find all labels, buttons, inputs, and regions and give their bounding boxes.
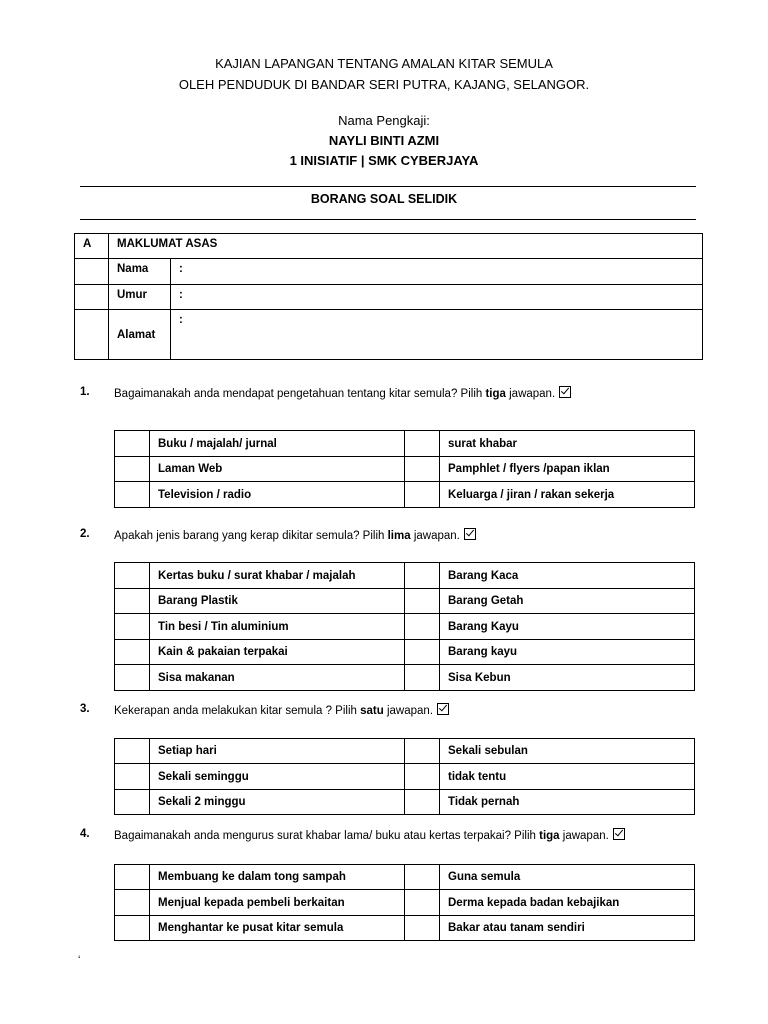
option-label: Guna semula <box>440 865 695 890</box>
question-3-number: 3. <box>80 703 90 715</box>
question-2-options <box>114 562 695 691</box>
answer-checkbox[interactable] <box>115 890 150 916</box>
checked-box-icon <box>559 386 571 398</box>
option-row <box>115 739 695 764</box>
title-line-1: KAJIAN LAPANGAN TENTANG AMALAN KITAR SEMULA <box>215 56 553 71</box>
option-label: Kertas buku / surat khabar / majalah <box>150 563 405 589</box>
option-label: Barang kayu <box>440 640 695 665</box>
answer-checkbox[interactable] <box>405 563 440 589</box>
option-label: Buku / majalah/ jurnal <box>150 431 405 457</box>
option-label: Tidak pernah <box>440 790 695 815</box>
option-label: Sisa Kebun <box>440 665 695 691</box>
option-label: Keluarga / jiran / rakan sekerja <box>440 482 695 508</box>
option-label: surat khabar <box>440 431 695 457</box>
researcher-name: NAYLI BINTI AZMI <box>328 133 440 148</box>
option-row <box>115 563 695 589</box>
section-title: MAKLUMAT ASAS <box>109 234 703 259</box>
option-label: Derma kepada badan kebajikan <box>440 890 695 916</box>
form-title: BORANG SOAL SELIDIK <box>310 192 458 206</box>
answer-checkbox[interactable] <box>405 614 440 640</box>
field-row-umur <box>75 285 703 310</box>
question-1-number: 1. <box>80 386 90 398</box>
option-label: Kain & pakaian terpakai <box>150 640 405 665</box>
answer-checkbox[interactable] <box>405 790 440 815</box>
empty-cell <box>75 259 109 285</box>
option-row <box>115 916 695 941</box>
option-label: Sekali seminggu <box>150 764 405 790</box>
option-row <box>115 614 695 640</box>
answer-checkbox[interactable] <box>115 640 150 665</box>
option-label: Sekali 2 minggu <box>150 790 405 815</box>
answer-checkbox[interactable] <box>405 431 440 457</box>
answer-checkbox[interactable] <box>405 482 440 508</box>
top-divider <box>80 186 696 187</box>
question-1-text: Bagaimanakah anda mendapat pengetahuan tentang kitar semula? Pilih tiga jawapan. <box>114 386 571 400</box>
answer-checkbox[interactable] <box>115 916 150 941</box>
answer-checkbox[interactable] <box>405 764 440 790</box>
checked-box-icon <box>464 528 476 540</box>
option-label: Pamphlet / flyers /papan iklan <box>440 457 695 482</box>
field-label-alamat: Alamat <box>109 310 171 360</box>
answer-checkbox[interactable] <box>115 563 150 589</box>
section-a-table <box>74 233 703 360</box>
question-4-number: 4. <box>80 828 90 840</box>
option-row <box>115 790 695 815</box>
option-row <box>115 665 695 691</box>
footer-mark: ‘ <box>78 954 81 966</box>
option-label: Barang Plastik <box>150 589 405 614</box>
answer-checkbox[interactable] <box>115 614 150 640</box>
question-2-text: Apakah jenis barang yang kerap dikitar semula? Pilih lima jawapan. <box>114 528 476 542</box>
option-label: Setiap hari <box>150 739 405 764</box>
answer-checkbox[interactable] <box>405 916 440 941</box>
answer-checkbox[interactable] <box>405 890 440 916</box>
section-letter: A <box>75 234 109 259</box>
answer-checkbox[interactable] <box>405 640 440 665</box>
question-3-text: Kekerapan anda melakukan kitar semula ? Pilih satu jawapan. <box>114 703 449 717</box>
field-row-alamat <box>75 310 703 360</box>
option-label: Barang Kaca <box>440 563 695 589</box>
field-input-umur[interactable]: : <box>171 285 703 310</box>
field-input-nama[interactable]: : <box>171 259 703 285</box>
option-label: Menjual kepada pembeli berkaitan <box>150 890 405 916</box>
answer-checkbox[interactable] <box>115 865 150 890</box>
option-label: Barang Getah <box>440 589 695 614</box>
answer-checkbox[interactable] <box>115 589 150 614</box>
answer-checkbox[interactable] <box>115 665 150 691</box>
answer-checkbox[interactable] <box>115 739 150 764</box>
answer-checkbox[interactable] <box>115 790 150 815</box>
option-label: Bakar atau tanam sendiri <box>440 916 695 941</box>
option-row <box>115 482 695 508</box>
answer-checkbox[interactable] <box>115 482 150 508</box>
field-label-nama: Nama <box>109 259 171 285</box>
question-3-options <box>114 738 695 815</box>
answer-checkbox[interactable] <box>405 589 440 614</box>
empty-cell <box>75 310 109 360</box>
option-row <box>115 431 695 457</box>
checked-box-icon <box>613 828 625 840</box>
option-row <box>115 865 695 890</box>
question-1-options <box>114 430 695 508</box>
option-label: Sekali sebulan <box>440 739 695 764</box>
researcher-label: Nama Pengkaji: <box>338 113 430 128</box>
option-label: Sisa makanan <box>150 665 405 691</box>
option-label: Menghantar ke pusat kitar semula <box>150 916 405 941</box>
checked-box-icon <box>437 703 449 715</box>
question-4-text: Bagaimanakah anda mengurus surat khabar lama/ buku atau kertas terpakai? Pilih tiga jawapan. <box>114 828 625 842</box>
option-label: Laman Web <box>150 457 405 482</box>
answer-checkbox[interactable] <box>115 431 150 457</box>
option-label: tidak tentu <box>440 764 695 790</box>
option-row <box>115 640 695 665</box>
option-row <box>115 457 695 482</box>
option-label: Tin besi / Tin aluminium <box>150 614 405 640</box>
answer-checkbox[interactable] <box>405 865 440 890</box>
option-label: Television / radio <box>150 482 405 508</box>
question-4-options <box>114 864 695 941</box>
answer-checkbox[interactable] <box>115 764 150 790</box>
section-a-header-row <box>75 234 703 259</box>
option-label: Membuang ke dalam tong sampah <box>150 865 405 890</box>
field-label-umur: Umur <box>109 285 171 310</box>
answer-checkbox[interactable] <box>405 457 440 482</box>
answer-checkbox[interactable] <box>405 665 440 691</box>
option-label: Barang Kayu <box>440 614 695 640</box>
option-row <box>115 764 695 790</box>
option-row <box>115 589 695 614</box>
title-line-2: OLEH PENDUDUK DI BANDAR SERI PUTRA, KAJANG, SELANGOR. <box>178 77 590 92</box>
class-school: 1 INISIATIF | SMK CYBERJAYA <box>289 153 479 168</box>
field-row-nama <box>75 259 703 285</box>
answer-checkbox[interactable] <box>115 457 150 482</box>
answer-checkbox[interactable] <box>405 739 440 764</box>
option-row <box>115 890 695 916</box>
empty-cell <box>75 285 109 310</box>
field-input-alamat[interactable]: : <box>171 310 703 360</box>
bottom-divider <box>80 219 696 220</box>
question-2-number: 2. <box>80 528 90 540</box>
